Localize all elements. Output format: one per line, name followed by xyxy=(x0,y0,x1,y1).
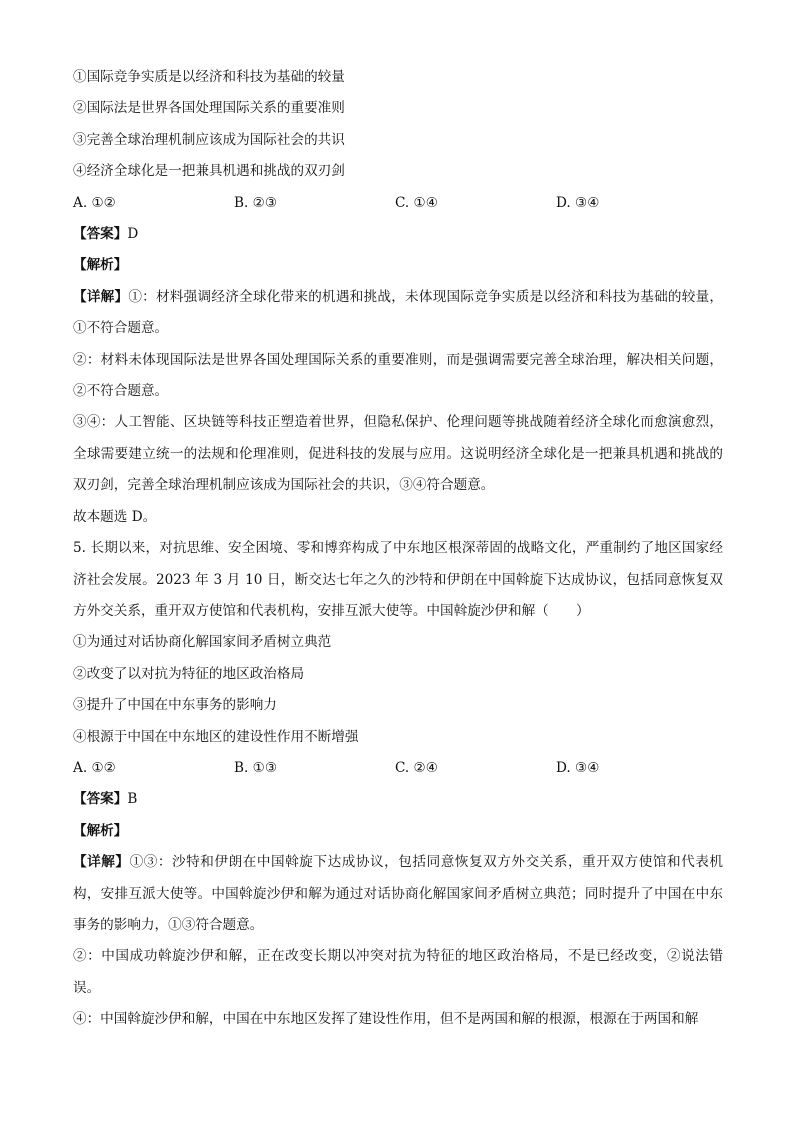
q4-item-4: ④经济全球化是一把兼具机遇和挑战的双刃剑 xyxy=(73,163,345,180)
q5-option-d: D. ③④ xyxy=(556,759,600,776)
q5-answer xyxy=(73,784,723,815)
q4-answer xyxy=(73,219,723,250)
q5-item-2: ②改变了以对抗为特征的地区政治格局 xyxy=(73,665,305,682)
q5-options xyxy=(73,753,723,784)
q4-conclusion: 故本题选 D。 xyxy=(73,508,157,525)
q5-option-c: C. ②④ xyxy=(395,759,438,776)
q4-option-c: C. ①④ xyxy=(395,194,438,211)
q5-item-1: ①为通过对话协商化解国家间矛盾树立典范 xyxy=(73,634,332,651)
q5-analysis-label: 【解析】 xyxy=(73,822,128,839)
q5-detail-1 xyxy=(73,847,723,941)
q4-item-3: ③完善全球治理机制应该成为国际社会的共识 xyxy=(73,131,345,148)
q4-detail-1 xyxy=(73,282,723,345)
q4-detail-3: ③④：人工智能、区块链等科技正塑造着世界，但隐私保护、伦理问题等挑战随着经济全球化而愈演愈烈，全球需要建立统一的法规和伦理准则，促进科技的发展与应用。这说明经济全球化是一把兼具机遇和挑战的双刃剑，完善全球治理机制应该成为国际社会的共识，③④符合题意。 xyxy=(73,414,723,494)
q5-detail-2: ②：中国成功斡旋沙伊和解，正在改变长期以冲突对抗为特征的地区政治格局，不是已经改变，②说法错误。 xyxy=(73,948,723,996)
q4-detail-label: 【详解】 xyxy=(73,288,129,305)
q5-analysis xyxy=(73,816,723,847)
q4-item-2: ②国际法是世界各国处理国际关系的重要准则 xyxy=(73,100,345,117)
q5-item-4: ④根源于中国在中东地区的建设性作用不断增强 xyxy=(73,728,359,745)
q5-answer-value: B xyxy=(127,791,138,808)
q4-analysis-label: 【解析】 xyxy=(73,257,128,274)
q4-detail-2: ②：材料未体现国际法是世界各国处理国际关系的重要准则，而是强调需要完善全球治理，解决相关问题，②不符合题意。 xyxy=(73,351,723,400)
q5-item-3: ③提升了中国在中东事务的影响力 xyxy=(73,697,277,714)
q4-option-d: D. ③④ xyxy=(556,194,600,211)
q4-item-1: ①国际竞争实质是以经济和科技为基础的较量 xyxy=(73,69,345,85)
q5-detail-label: 【详解】 xyxy=(73,854,130,871)
q5-option-a: A. ①② xyxy=(73,759,116,776)
q5-detail-1-text: ①③：沙特和伊朗在中国斡旋下达成协议，包括同意恢复双方外交关系，重开双方使馆和代表机构，安排互派大使等。中国斡旋沙伊和解为通过对话协商化解国家间矛盾树立典范；同时提升了中国在中东事务的影响力，①③符合题意。 xyxy=(73,854,724,933)
q5-option-b: B. ①③ xyxy=(234,759,278,776)
q5-stem: 5. 长期以来，对抗思维、安全困境、零和博弈构成了中东地区根深蒂固的战略文化，严重制约了地区国家经济社会发展。2023 年 3 月 10 日，断交达七年之久的沙特和伊朗在中国斡旋下达成协议，包括同意恢复双方外交关系，重开双方使馆和代表机构，安排互派大使等。中国斡旋沙伊和解（ ） xyxy=(73,540,723,619)
document-content xyxy=(73,62,723,1036)
q4-option-b: B. ②③ xyxy=(234,194,278,211)
q4-answer-value: D xyxy=(127,226,139,243)
q5-answer-label: 【答案】 xyxy=(73,791,128,808)
q4-analysis xyxy=(73,250,723,281)
q4-answer-label: 【答案】 xyxy=(73,226,128,243)
q4-options xyxy=(73,188,723,219)
q4-detail-1-text: ①：材料强调经济全球化带来的机遇和挑战，未体现国际竞争实质是以经济和科技为基础的较量，①不符合题意。 xyxy=(73,288,724,337)
q4-option-a: A. ①② xyxy=(73,194,116,211)
q5-detail-3: ④：中国斡旋沙伊和解，中国在中东地区发挥了建设性作用，但不是两国和解的根源，根源在于两国和解 xyxy=(73,1011,699,1028)
